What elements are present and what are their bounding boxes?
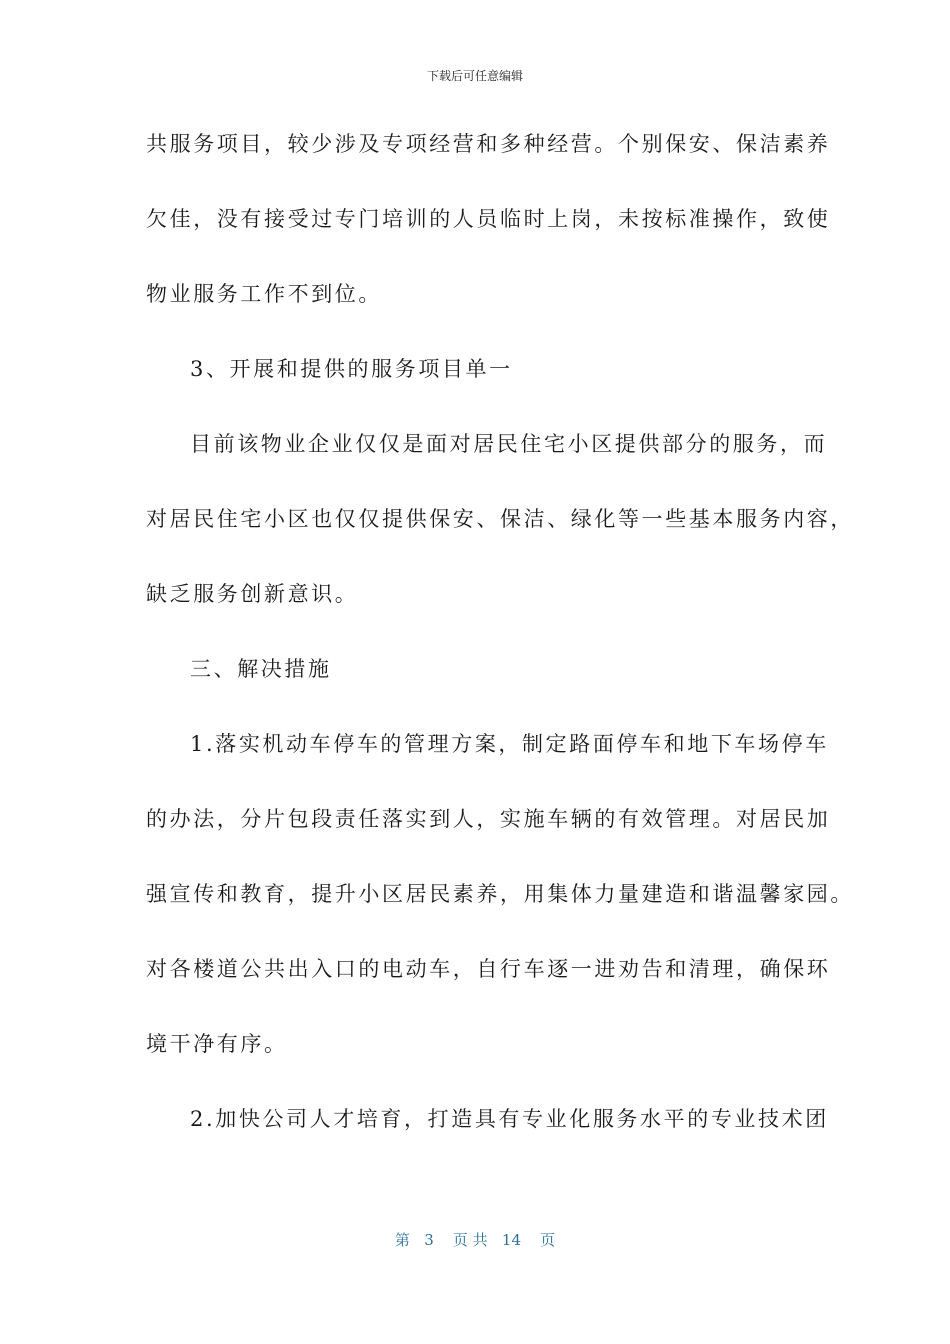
text-line: 2.加快公司人才培育，打造具有专业化服务水平的专业技术团: [190, 1107, 829, 1131]
text-line: 物业服务工作不到位。: [146, 282, 382, 306]
text-line: 缺乏服务创新意识。: [146, 582, 359, 606]
text-line: 目前该物业企业仅仅是面对居民住宅小区提供部分的服务，而: [190, 432, 828, 456]
text-line: 欠佳，没有接受过专门培训的人员临时上岗，未按标准操作，致使: [146, 207, 831, 231]
header-note: 下载后可任意编辑: [426, 69, 523, 83]
document-body: [146, 122, 854, 1172]
text-line: 对各楼道公共出入口的电动车，自行车逐一进劝告和清理，确保环: [146, 957, 831, 981]
text-line: 境干净有序。: [146, 1032, 288, 1056]
page-number: 第 3 页 共 14 页: [394, 1231, 556, 1249]
text-line: 的办法，分片包段责任落实到人，实施车辆的有效管理。对居民加: [146, 807, 831, 831]
section-heading: 3、开展和提供的服务项目单一: [190, 357, 513, 381]
text-line: 强宣传和教育，提升小区居民素养，用集体力量建造和谐温馨家园。: [146, 882, 854, 906]
text-line: 共服务项目，较少涉及专项经营和多种经营。个别保安、保洁素养: [146, 132, 831, 156]
text-line: 1.落实机动车停车的管理方案，制定路面停车和地下车场停车: [190, 732, 829, 756]
text-line: 对居民住宅小区也仅仅提供保安、保洁、绿化等一些基本服务内容，: [146, 507, 854, 531]
section-heading: 三、解决措施: [190, 657, 332, 681]
